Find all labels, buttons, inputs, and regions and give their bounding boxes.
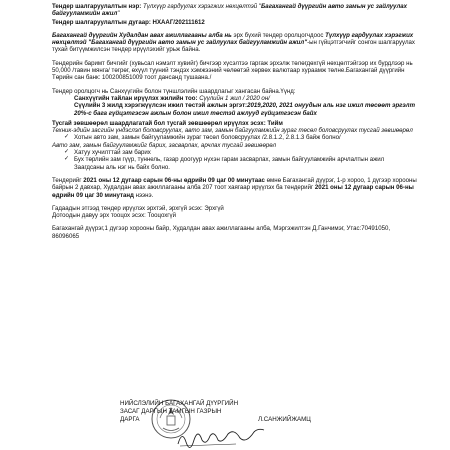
intro-paragraph [52,32,418,54]
special-item-text: Авто зам, замын байгууламжийг барих, засварлах, арчлах тусгай зөвшөөрөл [52,141,277,149]
tender-name-value-a: Түлхүүр гардуулах хэрэгжих нөхцөлтэй " [142,3,261,10]
checkmark-icon: ✓ [64,134,70,141]
signatory-title: ДАРГА [120,416,140,423]
tender-number-line: Тендер шалгаруулалтын дугаар: НХААГ/202111612 [52,18,205,26]
tender-name-value-c: " [117,10,120,18]
finance-item-1-value: Сүүлийн 1 жил / 2020 он/ [197,94,270,102]
tender-name-label: Тендер шалгаруулалтын нэр: [52,3,142,10]
deadline-d: 2021 оны 12 дугаар сарын 06-ны өдрийн 09 цаг 30 минутанд [52,184,414,199]
finance-item-2-value: 2019,2020, 2021 онуудын аль нэг ижил төсөөт эргэлт 20%-с бага гүйцэтгэсэн ажлын болон ижил төстэй ажлууд гүйцэтгэсэн байх [74,102,416,117]
deadline-b: 2021 оны 12 дугаар сарын 06-ны өдрийн 09 цаг 00 минутаас [83,176,265,184]
finance-intro: Тендер оролцогч нь Санхүүгийн болон түншлэлийн шаардлагыг хангасан байна.Үүнд: [52,87,296,95]
finance-item-2 [52,102,418,117]
checkmark-icon: ✓ [64,156,70,163]
deadline-paragraph [52,177,418,199]
document-body [52,3,418,240]
tender-name-line [52,3,418,19]
intro-b: эрх бүхий тендер оролцогчдоос [231,31,326,39]
special-permit-text: Техник-эдийн засгийн үндэслэл боловсруулах, авто зам, замын байгууламжийн зураг төсөл боловсруулах тусгай зөвшөөрөл [52,127,413,135]
special-item-text: Хатуу хучилттай зам барих [74,149,151,157]
finance-item-2-label: Сүүлийн 3 жилд хэрэгжүүлсэн ижил төстэй ажлын эргэт: [74,102,248,110]
signatory-org-line-1: НИЙСЛЭЛИЙН БАГАХАНГАЙ ДҮҮРГИЙН [120,400,239,407]
tender-name-value-b: Багахангай дүүргийн авто замын ус зайлуулах байгууламжийн ажил [52,3,408,18]
intro-a: Багахангай дүүргийн Худалдан авах ажиллагааны алба нь [52,31,232,39]
intro-d: -ын гүйцэтгэгчийг сонгон шалгаруулах тухай битүүмжилсэн тендер ирүүлэхийг урьж байна. [52,39,415,54]
guarantee-paragraph: Тендерийн баримт бичгийг (хувьсал нэмэлт хувийг) бичгээр хүсэлтээ гаргаж эрхэлж төлөгдөхгүй нөхцөлтэйгээр их бурдлээр нь 50,000 /тавин мянга/ төгрөг, өхүүл тууний тэндэх хэмжээний чөлөөтэй хөрвөх валютаар хураамж төлне.Багахангай дүүргийн Төрийн сан банк: 100200851009 тоот дансанд тушаана./ [52,59,413,82]
domestic-preference: Дотоодын давуу эрх тооцох эсэх: Тооцохгүй [52,212,176,220]
signatory-org-line-2: ЗАСАГ ДАРГЫН ТАМГЫН ГАЗРЫН [120,408,222,415]
special-item-text: Бух төрлийн зам гүүр, туннель, газар доогуур нүхэн гарам засварлах, замын байгууламжийн арчлалтын ажил [74,156,385,164]
foreign-eligibility: Гадаадын этгээд тендер ирүүлэх эрхтэй, эрхгүй эсэх: Эрхгүй [52,204,224,212]
handwritten-signature [176,422,266,450]
list-item [52,149,418,156]
list-item [52,134,418,141]
deadline-a: Тендерийг [52,176,84,184]
deadline-c: өмнө Багахангай дүүрэг, 1-р хороо, 1 дүгээр хорооны байрын 2 давхар, Худалдан авах ажиллагааны алба 207 тоот хаягаар ирүүлэх ба тендерийг [52,176,417,192]
list-item [52,156,418,163]
signatory-name: Л.САНЖИЙЖАМЦ [258,416,311,423]
special-permit-title: Тусгай зөвшөөрөл шаардлагатай бол тусгай зөвшөөрөл ирүүлэх эсэх: Тийм [52,119,283,127]
special-item-note: Заагдсаны аль нэг нь байх болно. [74,163,170,171]
finance-item-1 [52,95,418,102]
finance-item-1-label: Санхүүгийн тайлан ирүүлэх жилийн тоо: [74,94,198,102]
deadline-e: нээнэ. [133,191,154,199]
intro-c: Түлхүүр гардуулах хэрэгжих нөхцөлтэй "Багахангай дүүргийн авто замын ус зайлуулах байгууламжийн ажил" [52,31,414,47]
special-item-text: Хотын авто зам, замын байгууламжийн зураг төсөл боловсруулах /2.8.1.2, 2.8.1.3 байж болно/ [74,134,341,142]
signature-block [0,398,450,450]
contact-address: Багахангай дүүрэг,1 дүгээр хорооны байр, Худалдан авах ажиллагааны алба, Мэргэжилтэн Д.Ганчимэг, Утас:70491050, 86096065 [52,225,391,240]
checkmark-icon: ✓ [64,149,70,156]
